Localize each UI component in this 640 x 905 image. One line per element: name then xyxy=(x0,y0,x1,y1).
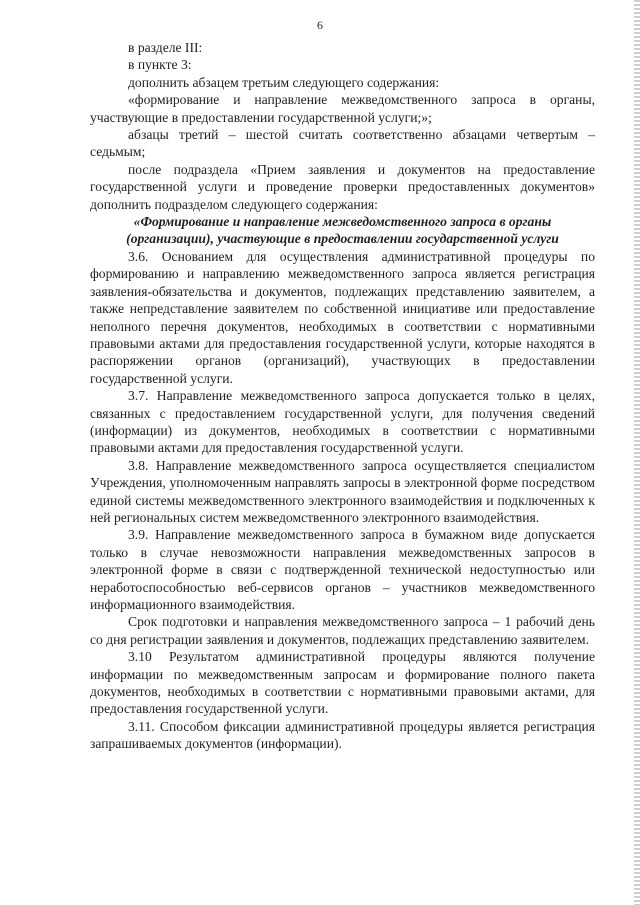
line-add-subsection: после подраздела «Прием заявления и документов на предоставление государственной услуги и проведение проверки предоставленных документов» дополнить подразделом следующего содержания: xyxy=(90,161,595,212)
line-quoted-text: «формирование и направление межведомственного запроса в органы, участвующие в предоставлении государственной услуги;»; xyxy=(90,92,595,125)
paragraph-deadline: Срок подготовки и направления межведомственного запроса – 1 рабочий день со дня регистрации заявления и документов, подлежащих представлению заявителем. xyxy=(90,614,595,647)
paragraph-3-10: 3.10 Результатом административной процедуры являются получение информации по межведомственным запросам и формирование полного пакета документов, необходимых в соответствии с нормативными правовыми актами, для предоставления государственной услуги. xyxy=(90,649,595,717)
paragraph-3-8: 3.8. Направление межведомственного запроса осуществляется специалистом Учреждения, уполномоченным направлять запросы в электронной форме посредством единой системы межведомственного электронного взаимодействия и подключенных к ней региональных систем межведомственного электронного взаимодействия. xyxy=(90,457,595,525)
paragraph-3-11: 3.11. Способом фиксации административной процедуры является регистрация запрашиваемых документов (информации). xyxy=(90,718,595,752)
scan-edge xyxy=(634,0,640,905)
paragraph-3-9: 3.9. Направление межведомственного запроса в бумажном виде допускается только в случае невозможности направления межведомственных запросов в электронной форме в связи с подтвержденной технической недоступностью или неработоспособностью веб-сервисов органов – участников межведомственного информационного взаимодействия. xyxy=(90,527,595,612)
page-number: 6 xyxy=(317,18,323,32)
subsection-heading: «Формирование и направление межведомственного запроса в органы (организации), участвующие в предоставлении государственной услуги xyxy=(126,214,559,247)
paragraph-3-7: 3.7. Направление межведомственного запроса допускается только в целях, связанных с предоставлением государственной услуги, для получения сведений (информации) из документов, необходимых в соответствии с нормативными правовыми актами для предоставления государственной услуги. xyxy=(90,388,595,456)
line-renumber: абзацы третий – шестой считать соответственно абзацами четвертым – седьмым; xyxy=(90,127,595,160)
line-section-ref: в разделе III: xyxy=(128,40,203,55)
paragraph-3-6: 3.6. Основанием для осуществления административной процедуры по формированию и направлению межведомственного запроса является регистрация заявления-обязательства и документов, подлежащих представлению заявителем, а также непредставление заявителем по собственной инициативе или предоставление неполного перечня документов, необходимых в соответствии с нормативными правовыми актами для предоставления государственной услуги, которые находятся в распоряжении органов (организаций), участвующих в предоставлении государственной услуги. xyxy=(90,248,595,386)
line-item-ref: в пункте 3: xyxy=(128,57,192,73)
document-body xyxy=(90,39,595,753)
line-add-paragraph: дополнить абзацем третьим следующего содержания: xyxy=(128,74,440,90)
